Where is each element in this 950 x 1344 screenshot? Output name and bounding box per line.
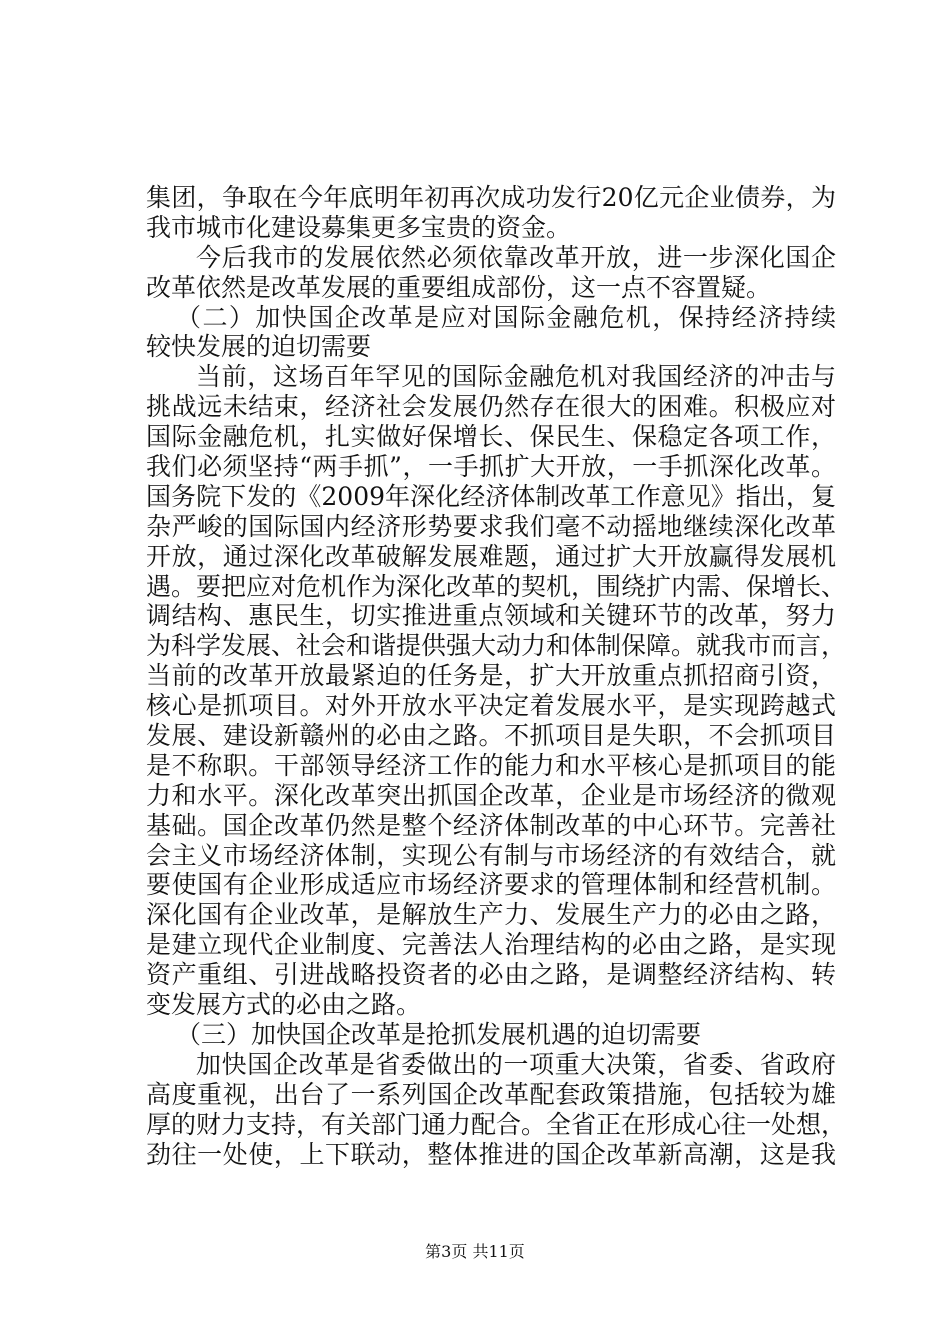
text-line: 挑战远未结束，经济社会发展仍然存在很大的困难。积极应对 <box>146 392 836 422</box>
text-line: 高度重视，出台了一系列国企改革配套政策措施，包括较为雄 <box>146 1079 836 1109</box>
text-line: 劲往一处使，上下联动，整体推进的国企改革新高潮，这是我 <box>146 1139 836 1169</box>
text-line: 变发展方式的必由之路。 <box>146 990 422 1020</box>
text-line: 开放，通过深化改革破解发展难题，通过扩大开放赢得发展机 <box>146 541 836 571</box>
text-line: 要使国有企业形成适应市场经济要求的管理体制和经营机制。 <box>146 870 836 900</box>
text-line: （二）加快国企改革是应对国际金融危机，保持经济持续 <box>176 302 836 332</box>
text-line: 国务院下发的《2009年深化经济体制改革工作意见》指出，复 <box>146 481 836 511</box>
text-line: 深化国有企业改革，是解放生产力、发展生产力的必由之路， <box>146 900 836 930</box>
text-line: （三）加快国企改革是抢抓发展机遇的迫切需要 <box>176 1019 702 1049</box>
text-line: 加快国企改革是省委做出的一项重大决策，省委、省政府 <box>196 1049 836 1079</box>
text-line: 改革依然是改革发展的重要组成部份，这一点不容置疑。 <box>146 272 772 302</box>
page-footer: 第3页 共11页 <box>425 1242 525 1261</box>
text-line: 基础。国企改革仍然是整个经济体制改革的中心环节。完善社 <box>146 810 836 840</box>
text-line: 较快发展的迫切需要 <box>146 332 372 362</box>
text-line: 是不称职。干部领导经济工作的能力和水平核心是抓项目的能 <box>146 750 836 780</box>
text-line: 我们必须坚持“两手抓”，一手抓扩大开放，一手抓深化改革。 <box>146 452 836 482</box>
text-line: 发展、建设新赣州的必由之路。不抓项目是失职，不会抓项目 <box>146 721 836 751</box>
text-line: 国际金融危机，扎实做好保增长、保民生、保稳定各项工作， <box>146 422 836 452</box>
text-line: 力和水平。深化改革突出抓国企改革，企业是市场经济的微观 <box>146 780 836 810</box>
text-line: 遇。要把应对危机作为深化改革的契机，围绕扩内需、保增长、 <box>146 571 847 601</box>
document-body <box>146 183 847 1169</box>
text-line: 调结构、惠民生，切实推进重点领域和关键环节的改革，努力 <box>146 601 836 631</box>
text-line: 厚的财力支持，有关部门通力配合。全省正在形成心往一处想， <box>146 1109 847 1139</box>
text-line: 集团，争取在今年底明年初再次成功发行20亿元企业债券，为 <box>146 183 836 212</box>
text-line: 当前，这场百年罕见的国际金融危机对我国经济的冲击与 <box>196 362 836 392</box>
text-line: 资产重组、引进战略投资者的必由之路，是调整经济结构、转 <box>146 960 836 990</box>
text-line: 为科学发展、社会和谐提供强大动力和体制保障。就我市而言， <box>146 631 847 661</box>
text-line: 我市城市化建设募集更多宝贵的资金。 <box>146 212 572 242</box>
text-line: 当前的改革开放最紧迫的任务是，扩大开放重点抓招商引资， <box>146 661 836 691</box>
text-line: 杂严峻的国际国内经济形势要求我们毫不动摇地继续深化改革 <box>146 511 836 541</box>
text-line: 是建立现代企业制度、完善法人治理结构的必由之路，是实现 <box>146 930 836 960</box>
text-line: 会主义市场经济体制，实现公有制与市场经济的有效结合，就 <box>146 840 836 870</box>
text-line: 今后我市的发展依然必须依靠改革开放，进一步深化国企 <box>196 242 836 272</box>
text-line: 核心是抓项目。对外开放水平决定着发展水平，是实现跨越式 <box>146 691 836 721</box>
